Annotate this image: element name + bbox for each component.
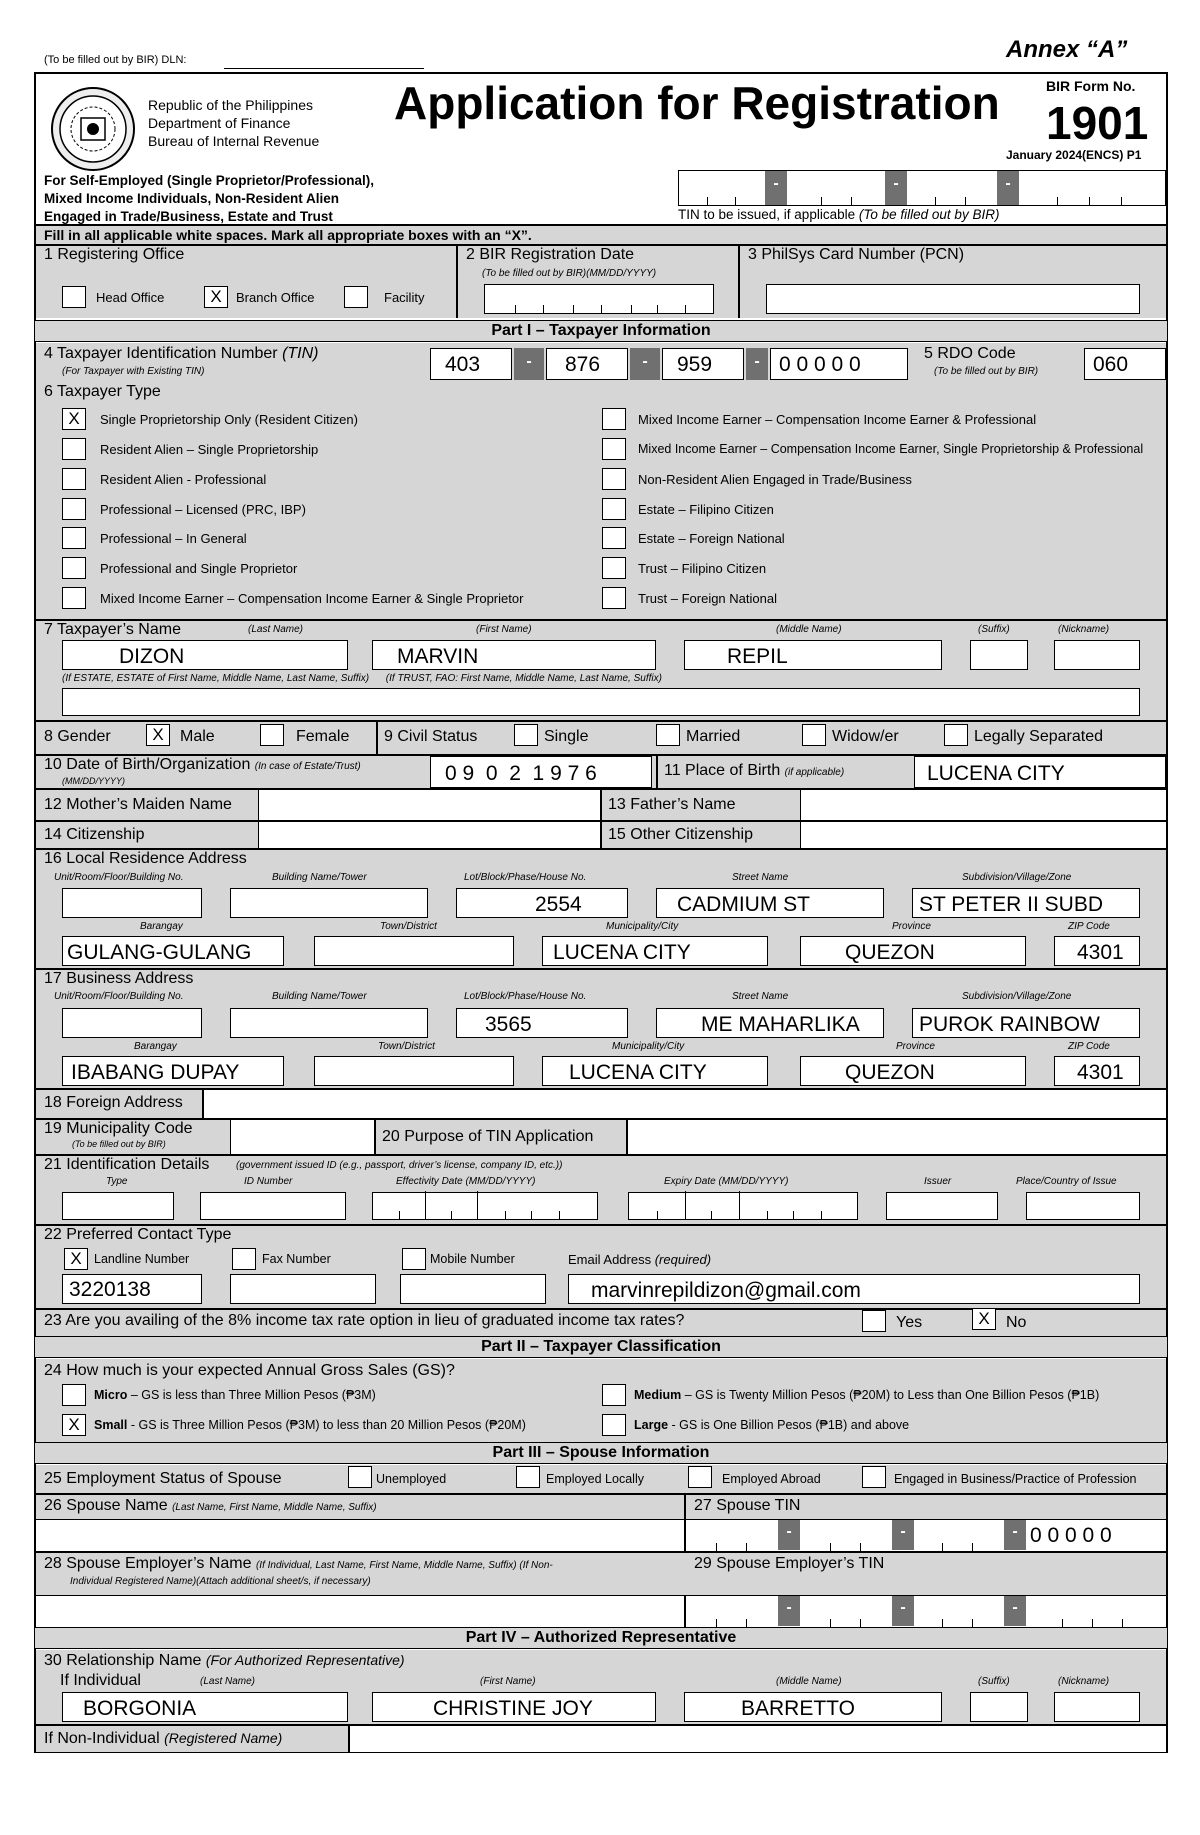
married-label: Married bbox=[686, 728, 741, 745]
local-bldg-caption: Building Name/Tower bbox=[272, 872, 367, 883]
purpose-field[interactable] bbox=[628, 1120, 1166, 1154]
type-prof-general-checkbox[interactable] bbox=[62, 527, 86, 549]
type-ra-prof-checkbox[interactable] bbox=[62, 468, 86, 490]
pob-field[interactable]: LUCENA CITY bbox=[914, 756, 1166, 788]
facility-label: Facility bbox=[384, 290, 425, 305]
last-name-field[interactable]: DIZON bbox=[62, 640, 348, 670]
employed-locally-label: Employed Locally bbox=[546, 1472, 644, 1486]
single-checkbox[interactable] bbox=[514, 724, 538, 746]
father-label: 13 Father’s Name bbox=[608, 796, 736, 813]
registration-date-note: (To be filled out by BIR)(MM/DD/YYYY) bbox=[482, 268, 657, 279]
type-ra-prof-label: Resident Alien - Professional bbox=[100, 472, 267, 487]
id-place-field[interactable] bbox=[1026, 1192, 1140, 1220]
subtitle-line-3: Engaged in Trade/Business, Estate and Trust bbox=[44, 209, 333, 224]
spouse-tin-field[interactable]: - - - 0 0 0 0 0 bbox=[686, 1519, 1166, 1551]
biz-prov-field[interactable]: QUEZON bbox=[800, 1056, 1026, 1086]
biz-unit-field[interactable] bbox=[62, 1008, 202, 1038]
id-type-caption: Type bbox=[106, 1176, 128, 1187]
biz-zip-caption: ZIP Code bbox=[1068, 1041, 1110, 1052]
email-field[interactable]: marvinrepildizon@gmail.com bbox=[568, 1274, 1140, 1304]
type-estate-filipino-checkbox[interactable] bbox=[602, 498, 626, 520]
biz-unit-caption: Unit/Room/Floor/Building No. bbox=[54, 991, 184, 1002]
other-citizenship-field[interactable] bbox=[800, 822, 1166, 848]
rep-last-caption: (Last Name) bbox=[200, 1676, 256, 1687]
bureau-text: Bureau of Internal Revenue bbox=[148, 133, 320, 149]
landline-label: Landline Number bbox=[94, 1252, 190, 1266]
spouse-name-label: 26 Spouse Name (Last Name, First Name, Middle Name, Suffix) bbox=[44, 1497, 377, 1514]
female-checkbox[interactable] bbox=[260, 724, 284, 746]
q24-label: 24 How much is your expected Annual Gross Sales (GS)? bbox=[44, 1362, 455, 1379]
non-individual-field[interactable] bbox=[350, 1726, 1166, 1752]
tin-label: 4 Taxpayer Identification Number (TIN) bbox=[44, 345, 319, 362]
type-mixed-prof-checkbox[interactable] bbox=[602, 408, 626, 430]
employed-abroad-checkbox[interactable] bbox=[688, 1466, 712, 1488]
q23-label: 23 Are you availing of the 8% income tax rate option in lieu of graduated income tax rates? bbox=[44, 1312, 685, 1329]
form-no-label: BIR Form No. bbox=[1046, 78, 1136, 94]
q23-no-label: No bbox=[1006, 1314, 1027, 1331]
biz-brgy-caption: Barangay bbox=[134, 1041, 177, 1052]
type-trust-foreign-checkbox[interactable] bbox=[602, 587, 626, 609]
rep-middle-name-field[interactable]: BARRETTO bbox=[684, 1692, 942, 1722]
local-zip-field[interactable]: 4301 bbox=[1054, 936, 1140, 966]
type-prof-licensed-checkbox[interactable] bbox=[62, 498, 86, 520]
spouse-employer-tin-field[interactable]: - - - bbox=[686, 1595, 1166, 1627]
muni-code-label: 19 Municipality Code bbox=[44, 1120, 193, 1137]
foreign-address-field[interactable] bbox=[204, 1090, 1166, 1118]
biz-lot-caption: Lot/Block/Phase/House No. bbox=[464, 991, 587, 1002]
dln-label: (To be filled out by BIR) DLN: bbox=[44, 54, 187, 66]
small-label: Small - GS is Three Million Pesos (₱3M) to less than 20 Million Pesos (₱20M) bbox=[94, 1418, 526, 1432]
form-number: 1901 bbox=[1046, 97, 1149, 149]
rep-first-name-field[interactable]: CHRISTINE JOY bbox=[372, 1692, 656, 1722]
landline-field[interactable]: 3220138 bbox=[62, 1274, 202, 1304]
if-individual-label: If Individual bbox=[60, 1672, 141, 1689]
rep-middle-caption: (Middle Name) bbox=[776, 1676, 842, 1687]
fax-checkbox[interactable] bbox=[232, 1248, 256, 1270]
local-lot-caption: Lot/Block/Phase/House No. bbox=[464, 872, 587, 883]
middle-name-caption: (Middle Name) bbox=[776, 624, 842, 635]
type-ra-sp-label: Resident Alien – Single Proprietorship bbox=[100, 442, 319, 457]
pob-label: 11 Place of Birth (if applicable) bbox=[664, 762, 845, 779]
biz-town-caption: Town/District bbox=[378, 1041, 435, 1052]
rep-nickname-caption: (Nickname) bbox=[1058, 1676, 1110, 1687]
widow-label: Widow/er bbox=[832, 728, 899, 745]
separated-label: Legally Separated bbox=[974, 728, 1103, 745]
subtitle-line-2: Mixed Income Individuals, Non-Resident Alien bbox=[44, 191, 340, 206]
type-mixed-all-label: Mixed Income Earner – Compensation Income Earner, Single Proprietorship & Professional bbox=[638, 442, 1144, 456]
local-town-caption: Town/District bbox=[380, 921, 437, 932]
tin-part2-field[interactable]: 876 bbox=[546, 348, 628, 380]
biz-street-caption: Street Name bbox=[732, 991, 789, 1002]
branch-office-label: Branch Office bbox=[236, 290, 315, 305]
mother-field[interactable] bbox=[258, 790, 600, 820]
part2-header: Part II – Taxpayer Classification bbox=[34, 1336, 1168, 1358]
type-ra-sp-checkbox[interactable] bbox=[62, 438, 86, 460]
nickname-field[interactable] bbox=[1054, 640, 1140, 670]
biz-muni-field[interactable]: LUCENA CITY bbox=[542, 1056, 768, 1086]
separated-checkbox[interactable] bbox=[944, 724, 968, 746]
biz-subd-caption: Subdivision/Village/Zone bbox=[962, 991, 1072, 1002]
email-caption: Email Address (required) bbox=[568, 1252, 712, 1267]
local-subd-field[interactable]: ST PETER II SUBD bbox=[912, 888, 1140, 918]
biz-brgy-field[interactable]: IBABANG DUPAY bbox=[62, 1056, 284, 1086]
fill-instruction: Fill in all applicable white spaces. Mark all appropriate boxes with an “X”. bbox=[44, 227, 532, 243]
purpose-label: 20 Purpose of TIN Application bbox=[382, 1128, 594, 1145]
first-name-field[interactable]: MARVIN bbox=[372, 640, 656, 670]
id-type-field[interactable] bbox=[62, 1192, 174, 1220]
id-eff-date-field[interactable] bbox=[372, 1192, 598, 1220]
male-label: Male bbox=[180, 728, 215, 745]
dob-format: (MM/DD/YYYY) bbox=[62, 776, 125, 786]
estate-trust-note: (If ESTATE, ESTATE of First Name, Middle Name, Last Name, Suffix) (If TRUST, FAO: First Name, Middle Name, Last Name, Suffix) bbox=[62, 673, 662, 684]
local-bldg-field[interactable] bbox=[230, 888, 428, 918]
type-prof-general-label: Professional – In General bbox=[100, 531, 247, 546]
type-estate-filipino-label: Estate – Filipino Citizen bbox=[638, 502, 774, 517]
id-issuer-caption: Issuer bbox=[924, 1176, 952, 1187]
rep-suffix-caption: (Suffix) bbox=[978, 1676, 1010, 1687]
last-name-caption: (Last Name) bbox=[248, 624, 304, 635]
type-single-prop-label: Single Proprietorship Only (Resident Citizen) bbox=[100, 412, 358, 427]
father-field[interactable] bbox=[800, 790, 1166, 820]
bir-seal-icon bbox=[50, 86, 136, 172]
type-nra-label: Non-Resident Alien Engaged in Trade/Business bbox=[638, 472, 912, 487]
rdo-field[interactable]: 060 bbox=[1084, 348, 1166, 380]
spouse-employer-label: 28 Spouse Employer’s Name (If Individual, Last Name, First Name, Middle Name, Suffix) (If Non- bbox=[44, 1555, 553, 1572]
head-office-checkbox[interactable] bbox=[62, 286, 86, 308]
type-single-prop-checkbox[interactable]: X bbox=[62, 408, 86, 430]
republic-text: Republic of the Philippines bbox=[148, 97, 313, 113]
nickname-caption: (Nickname) bbox=[1058, 624, 1110, 635]
tin-branch-field[interactable]: 0 0 0 0 0 bbox=[770, 348, 908, 380]
tin-part3-field[interactable]: 959 bbox=[662, 348, 744, 380]
form-version: January 2024(ENCS) P1 bbox=[1006, 148, 1142, 162]
dln-line bbox=[224, 68, 424, 69]
tin-note: TIN to be issued, if applicable (To be filled out by BIR) bbox=[678, 207, 1000, 222]
contact-type-label: 22 Preferred Contact Type bbox=[44, 1226, 232, 1243]
local-lot-field[interactable]: 2554 bbox=[456, 888, 628, 918]
type-prof-sp-checkbox[interactable] bbox=[62, 557, 86, 579]
employed-locally-checkbox[interactable] bbox=[516, 1466, 540, 1488]
q23-yes-checkbox[interactable] bbox=[862, 1310, 886, 1332]
spouse-employer-tin-label: 29 Spouse Employer’s TIN bbox=[694, 1555, 885, 1572]
widow-checkbox[interactable] bbox=[802, 724, 826, 746]
type-trust-filipino-label: Trust – Filipino Citizen bbox=[638, 561, 767, 576]
mobile-checkbox[interactable] bbox=[402, 1248, 426, 1270]
local-muni-caption: Municipality/City bbox=[606, 921, 679, 932]
id-number-caption: ID Number bbox=[244, 1176, 293, 1187]
local-unit-caption: Unit/Room/Floor/Building No. bbox=[54, 872, 184, 883]
part4-header: Part IV – Authorized Representative bbox=[34, 1627, 1168, 1649]
local-subd-caption: Subdivision/Village/Zone bbox=[962, 872, 1072, 883]
local-address-label: 16 Local Residence Address bbox=[44, 850, 247, 867]
citizenship-field[interactable] bbox=[258, 822, 600, 848]
gender-label: 8 Gender bbox=[44, 728, 111, 745]
id-exp-date-field[interactable] bbox=[628, 1192, 858, 1220]
civil-status-label: 9 Civil Status bbox=[384, 728, 478, 745]
biz-town-field[interactable] bbox=[314, 1056, 514, 1086]
biz-lot-field[interactable]: 3565 bbox=[456, 1008, 628, 1038]
biz-bldg-field[interactable] bbox=[230, 1008, 428, 1038]
local-street-field[interactable]: CADMIUM ST bbox=[656, 888, 884, 918]
married-checkbox[interactable] bbox=[656, 724, 680, 746]
business-checkbox[interactable] bbox=[862, 1466, 886, 1488]
local-town-field[interactable] bbox=[314, 936, 514, 966]
local-brgy-caption: Barangay bbox=[140, 921, 183, 932]
mother-label: 12 Mother’s Maiden Name bbox=[44, 796, 232, 813]
q23-yes-label: Yes bbox=[896, 1314, 923, 1331]
type-mixed-sp-label: Mixed Income Earner – Compensation Income Earner & Single Proprietor bbox=[100, 591, 524, 606]
id-details-note: (government issued ID (e.g., passport, driver’s license, company ID, etc.)) bbox=[236, 1160, 563, 1171]
foreign-address-label: 18 Foreign Address bbox=[44, 1094, 183, 1111]
local-zip-caption: ZIP Code bbox=[1068, 921, 1110, 932]
muni-code-field[interactable] bbox=[230, 1120, 374, 1154]
taxpayer-name-label: 7 Taxpayer’s Name bbox=[44, 621, 181, 638]
biz-street-field[interactable]: ME MAHARLIKA bbox=[656, 1008, 884, 1038]
non-individual-label: If Non-Individual (Registered Name) bbox=[44, 1730, 283, 1747]
type-mixed-sp-checkbox[interactable] bbox=[62, 587, 86, 609]
suffix-field[interactable] bbox=[970, 640, 1028, 670]
suffix-caption: (Suffix) bbox=[978, 624, 1010, 635]
registration-date-field[interactable] bbox=[484, 284, 714, 314]
male-checkbox[interactable]: X bbox=[146, 724, 170, 746]
spouse-employer-field[interactable] bbox=[36, 1595, 684, 1627]
id-issuer-field[interactable] bbox=[886, 1192, 998, 1220]
dob-label: 10 Date of Birth/Organization (In case of Estate/Trust) bbox=[44, 756, 361, 773]
type-prof-sp-label: Professional and Single Proprietor bbox=[100, 561, 298, 576]
type-trust-foreign-label: Trust – Foreign National bbox=[638, 591, 777, 606]
local-prov-field[interactable]: QUEZON bbox=[800, 936, 1026, 966]
tin-part1-field[interactable]: 403 bbox=[430, 348, 512, 380]
type-prof-licensed-label: Professional – Licensed (PRC, IBP) bbox=[100, 502, 306, 517]
form-title: Application for Registration bbox=[394, 77, 1000, 129]
id-number-field[interactable] bbox=[200, 1192, 346, 1220]
rep-label: 30 Relationship Name (For Authorized Representative) bbox=[44, 1652, 405, 1669]
tin-note-existing: (For Taxpayer with Existing TIN) bbox=[62, 366, 205, 377]
rdo-label: 5 RDO Code bbox=[924, 345, 1016, 362]
muni-code-note: (To be filled out by BIR) bbox=[72, 1139, 166, 1149]
facility-checkbox[interactable] bbox=[344, 286, 368, 308]
local-brgy-field[interactable]: GULANG-GULANG bbox=[62, 936, 284, 966]
id-exp-caption: Expiry Date (MM/DD/YYYY) bbox=[664, 1176, 789, 1187]
local-prov-caption: Province bbox=[892, 921, 931, 932]
dob-field[interactable]: 0 9 0 2 1 9 7 6 bbox=[430, 756, 652, 788]
business-label: Engaged in Business/Practice of Profession bbox=[894, 1472, 1137, 1486]
spouse-name-field[interactable] bbox=[36, 1519, 684, 1551]
middle-name-field[interactable]: REPIL bbox=[684, 640, 942, 670]
part3-header: Part III – Spouse Information bbox=[34, 1442, 1168, 1464]
spouse-tin-label: 27 Spouse TIN bbox=[694, 1497, 801, 1514]
tin-issued-field[interactable]: - - - bbox=[678, 170, 1166, 206]
citizenship-label: 14 Citizenship bbox=[44, 826, 145, 843]
micro-label: Micro – GS is less than Three Million Pesos (₱3M) bbox=[94, 1388, 376, 1402]
local-street-caption: Street Name bbox=[732, 872, 789, 883]
type-estate-foreign-label: Estate – Foreign National bbox=[638, 531, 785, 546]
business-address-label: 17 Business Address bbox=[44, 970, 194, 987]
micro-checkbox[interactable] bbox=[62, 1384, 86, 1406]
type-trust-filipino-checkbox[interactable] bbox=[602, 557, 626, 579]
rep-suffix-field[interactable] bbox=[970, 1692, 1028, 1722]
fax-label: Fax Number bbox=[262, 1252, 331, 1266]
q23-no-checkbox[interactable]: X bbox=[972, 1308, 996, 1330]
landline-checkbox[interactable]: X bbox=[64, 1248, 88, 1270]
small-checkbox[interactable]: X bbox=[62, 1414, 86, 1436]
id-details-label: 21 Identification Details bbox=[44, 1156, 210, 1173]
rdo-note: (To be filled out by BIR) bbox=[934, 366, 1039, 377]
mobile-label: Mobile Number bbox=[430, 1252, 515, 1266]
medium-checkbox[interactable] bbox=[602, 1384, 626, 1406]
philsys-label: 3 PhilSys Card Number (PCN) bbox=[748, 246, 965, 263]
mobile-field[interactable] bbox=[400, 1274, 546, 1304]
rep-first-caption: (First Name) bbox=[480, 1676, 536, 1687]
taxpayer-type-label: 6 Taxpayer Type bbox=[44, 383, 161, 400]
type-estate-foreign-checkbox[interactable] bbox=[602, 527, 626, 549]
fax-field[interactable] bbox=[230, 1274, 376, 1304]
large-label: Large - GS is One Billion Pesos (₱1B) and above bbox=[634, 1418, 910, 1432]
rep-nickname-field[interactable] bbox=[1054, 1692, 1140, 1722]
part1-header: Part I – Taxpayer Information bbox=[34, 320, 1168, 342]
local-muni-field[interactable]: LUCENA CITY bbox=[542, 936, 768, 966]
biz-prov-caption: Province bbox=[896, 1041, 935, 1052]
id-eff-caption: Effectivity Date (MM/DD/YYYY) bbox=[396, 1176, 536, 1187]
head-office-label: Head Office bbox=[96, 290, 165, 305]
female-label: Female bbox=[296, 728, 350, 745]
biz-zip-field[interactable]: 4301 bbox=[1054, 1056, 1140, 1086]
type-nra-checkbox[interactable] bbox=[602, 468, 626, 490]
unemployed-label: Unemployed bbox=[376, 1472, 447, 1486]
annex-label: Annex “A” bbox=[1006, 36, 1128, 63]
registration-date-label: 2 BIR Registration Date bbox=[466, 246, 635, 263]
unemployed-checkbox[interactable] bbox=[348, 1466, 372, 1488]
spouse-employer-note: Individual Registered Name)(Attach additional sheet/s, if necessary) bbox=[70, 1576, 371, 1587]
type-mixed-prof-label: Mixed Income Earner – Compensation Income Earner & Professional bbox=[638, 412, 1037, 427]
medium-label: Medium – GS is Twenty Million Pesos (₱20M) to Less than One Billion Pesos (₱1B) bbox=[634, 1388, 1100, 1402]
biz-muni-caption: Municipality/City bbox=[612, 1041, 685, 1052]
branch-office-checkbox[interactable]: X bbox=[204, 286, 228, 308]
large-checkbox[interactable] bbox=[602, 1414, 626, 1436]
employed-abroad-label: Employed Abroad bbox=[722, 1472, 821, 1486]
estate-trust-name-field[interactable] bbox=[62, 688, 1140, 716]
biz-subd-field[interactable]: PUROK RAINBOW bbox=[912, 1008, 1140, 1038]
single-label: Single bbox=[544, 728, 589, 745]
rep-last-name-field[interactable]: BORGONIA bbox=[62, 1692, 348, 1722]
other-citizenship-label: 15 Other Citizenship bbox=[608, 826, 753, 843]
spouse-emp-label: 25 Employment Status of Spouse bbox=[44, 1470, 282, 1487]
local-unit-field[interactable] bbox=[62, 888, 202, 918]
philsys-field[interactable] bbox=[766, 284, 1140, 314]
biz-bldg-caption: Building Name/Tower bbox=[272, 991, 367, 1002]
type-mixed-all-checkbox[interactable] bbox=[602, 438, 626, 460]
registering-office-label: 1 Registering Office bbox=[44, 246, 185, 263]
department-text: Department of Finance bbox=[148, 115, 291, 131]
subtitle-line-1: For Self-Employed (Single Proprietor/Professional), bbox=[44, 173, 375, 188]
id-place-caption: Place/Country of Issue bbox=[1016, 1176, 1117, 1187]
first-name-caption: (First Name) bbox=[476, 624, 532, 635]
